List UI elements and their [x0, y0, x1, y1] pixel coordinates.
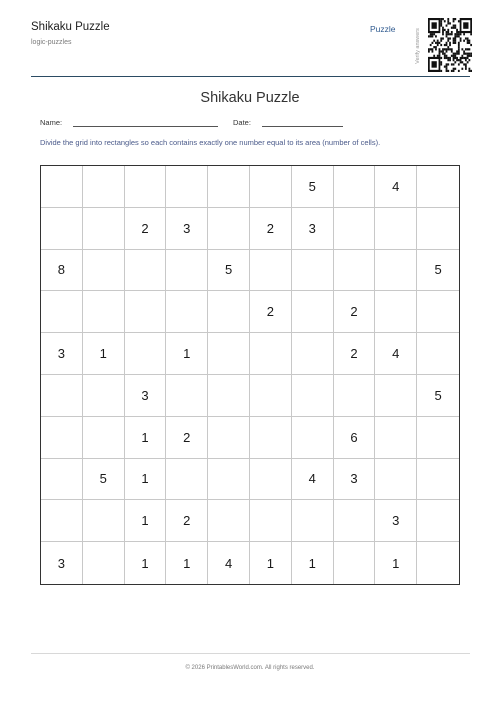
grid-cell[interactable]: 1 — [250, 542, 292, 584]
date-label: Date: — [233, 118, 251, 127]
header-title: Shikaku Puzzle — [31, 21, 110, 33]
qr-code-icon — [428, 18, 472, 72]
grid-cell[interactable]: 4 — [375, 166, 417, 208]
grid-cell[interactable] — [83, 375, 125, 417]
page-title: Shikaku Puzzle — [200, 90, 300, 106]
grid-cell[interactable] — [417, 542, 459, 584]
instructions: Divide the grid into rectangles so each contains exactly one number equal to its area (number of cells). — [40, 138, 381, 147]
header-subtitle: logic-puzzles — [31, 39, 72, 46]
grid-cell[interactable] — [41, 500, 83, 542]
grid-cell[interactable] — [250, 166, 292, 208]
grid-cell[interactable]: 2 — [250, 291, 292, 333]
verify-answers-text: Verify answers — [415, 28, 421, 64]
grid-cell[interactable] — [417, 333, 459, 375]
grid-cell[interactable]: 4 — [375, 333, 417, 375]
grid-cell[interactable]: 1 — [125, 459, 167, 501]
footer-copyright: © 2026 PrintablesWorld.com. All rights reserved. — [185, 665, 315, 671]
grid-cell[interactable]: 5 — [292, 166, 334, 208]
grid-cell[interactable]: 3 — [334, 459, 376, 501]
grid-cell[interactable] — [417, 208, 459, 250]
grid-cell[interactable] — [292, 375, 334, 417]
grid-cell[interactable] — [292, 500, 334, 542]
grid-cell[interactable] — [334, 166, 376, 208]
grid-cell[interactable] — [334, 208, 376, 250]
grid-cell[interactable] — [334, 542, 376, 584]
grid-cell[interactable] — [375, 208, 417, 250]
grid-cell[interactable] — [125, 291, 167, 333]
grid-cell[interactable] — [334, 500, 376, 542]
grid-cell[interactable]: 5 — [417, 250, 459, 292]
grid-cell[interactable] — [375, 250, 417, 292]
grid-cell[interactable]: 1 — [166, 333, 208, 375]
grid-cell[interactable] — [41, 166, 83, 208]
grid-cell[interactable] — [334, 375, 376, 417]
grid-cell[interactable]: 2 — [166, 500, 208, 542]
grid-cell[interactable] — [83, 500, 125, 542]
name-field[interactable] — [73, 126, 218, 127]
grid-cell[interactable]: 6 — [334, 417, 376, 459]
grid-cell[interactable] — [41, 459, 83, 501]
grid-cell[interactable]: 2 — [125, 208, 167, 250]
grid-cell[interactable] — [83, 208, 125, 250]
grid-cell[interactable]: 1 — [375, 542, 417, 584]
grid-cell[interactable]: 1 — [83, 333, 125, 375]
grid-cell[interactable]: 4 — [208, 542, 250, 584]
grid-cell[interactable]: 5 — [208, 250, 250, 292]
grid-cell[interactable] — [292, 291, 334, 333]
grid-cell[interactable] — [208, 500, 250, 542]
grid-cell[interactable]: 1 — [125, 500, 167, 542]
grid-cell[interactable]: 2 — [166, 417, 208, 459]
grid-cell[interactable]: 2 — [334, 333, 376, 375]
grid-cell[interactable] — [250, 417, 292, 459]
grid-cell[interactable] — [208, 459, 250, 501]
grid-cell[interactable] — [417, 417, 459, 459]
grid-cell[interactable] — [375, 291, 417, 333]
grid-cell[interactable] — [208, 291, 250, 333]
grid-cell[interactable]: 4 — [292, 459, 334, 501]
grid-cell[interactable] — [41, 208, 83, 250]
grid-cell[interactable] — [417, 500, 459, 542]
name-label: Name: — [40, 118, 63, 127]
grid-cell[interactable] — [83, 250, 125, 292]
grid-cell[interactable]: 3 — [292, 208, 334, 250]
grid-cell[interactable] — [292, 333, 334, 375]
grid-cell[interactable] — [375, 417, 417, 459]
grid-cell[interactable] — [417, 166, 459, 208]
verify-label — [411, 18, 425, 74]
grid-cell[interactable] — [125, 250, 167, 292]
grid-cell[interactable] — [41, 291, 83, 333]
grid-cell[interactable] — [83, 417, 125, 459]
grid-cell[interactable] — [41, 417, 83, 459]
grid-cell[interactable] — [417, 459, 459, 501]
grid-cell[interactable]: 3 — [41, 333, 83, 375]
header-divider — [31, 76, 470, 77]
grid-cell[interactable] — [125, 166, 167, 208]
grid-cell[interactable]: 1 — [166, 542, 208, 584]
grid-cell[interactable] — [250, 500, 292, 542]
grid-cell[interactable]: 3 — [125, 375, 167, 417]
grid-cell[interactable] — [250, 375, 292, 417]
grid-cell[interactable] — [292, 250, 334, 292]
grid-cell[interactable] — [41, 375, 83, 417]
puzzle-tag: Puzzle — [370, 24, 396, 34]
grid-cell[interactable] — [334, 250, 376, 292]
grid-cell[interactable] — [83, 291, 125, 333]
grid-cell[interactable] — [250, 250, 292, 292]
grid-cell[interactable] — [166, 459, 208, 501]
grid-cell[interactable]: 5 — [417, 375, 459, 417]
grid-cell[interactable]: 2 — [334, 291, 376, 333]
grid-cell[interactable] — [375, 375, 417, 417]
grid-cell[interactable]: 1 — [125, 417, 167, 459]
grid-cell[interactable] — [250, 459, 292, 501]
grid-cell[interactable] — [166, 291, 208, 333]
grid-cell[interactable] — [417, 291, 459, 333]
grid-cell[interactable]: 8 — [41, 250, 83, 292]
grid-cell[interactable]: 5 — [83, 459, 125, 501]
date-field[interactable] — [262, 126, 343, 127]
grid-cell[interactable] — [292, 417, 334, 459]
grid-cell[interactable] — [208, 417, 250, 459]
grid-cell[interactable] — [166, 375, 208, 417]
grid-cell[interactable] — [208, 333, 250, 375]
grid-cell[interactable]: 1 — [292, 542, 334, 584]
grid-cell[interactable] — [208, 166, 250, 208]
footer-divider — [31, 653, 470, 654]
grid-cell[interactable]: 3 — [166, 208, 208, 250]
puzzle-grid — [40, 165, 460, 585]
grid-cell[interactable] — [208, 375, 250, 417]
grid-cell[interactable] — [125, 333, 167, 375]
grid-cell[interactable] — [208, 208, 250, 250]
grid-cell[interactable]: 3 — [375, 500, 417, 542]
grid-cell[interactable]: 1 — [125, 542, 167, 584]
grid-cell[interactable] — [166, 250, 208, 292]
grid-cell[interactable] — [375, 459, 417, 501]
grid-cell[interactable] — [166, 166, 208, 208]
grid-cell[interactable] — [250, 333, 292, 375]
grid-cell[interactable] — [83, 166, 125, 208]
grid-cell[interactable]: 2 — [250, 208, 292, 250]
grid-cell[interactable]: 3 — [41, 542, 83, 584]
grid-cell[interactable] — [83, 542, 125, 584]
